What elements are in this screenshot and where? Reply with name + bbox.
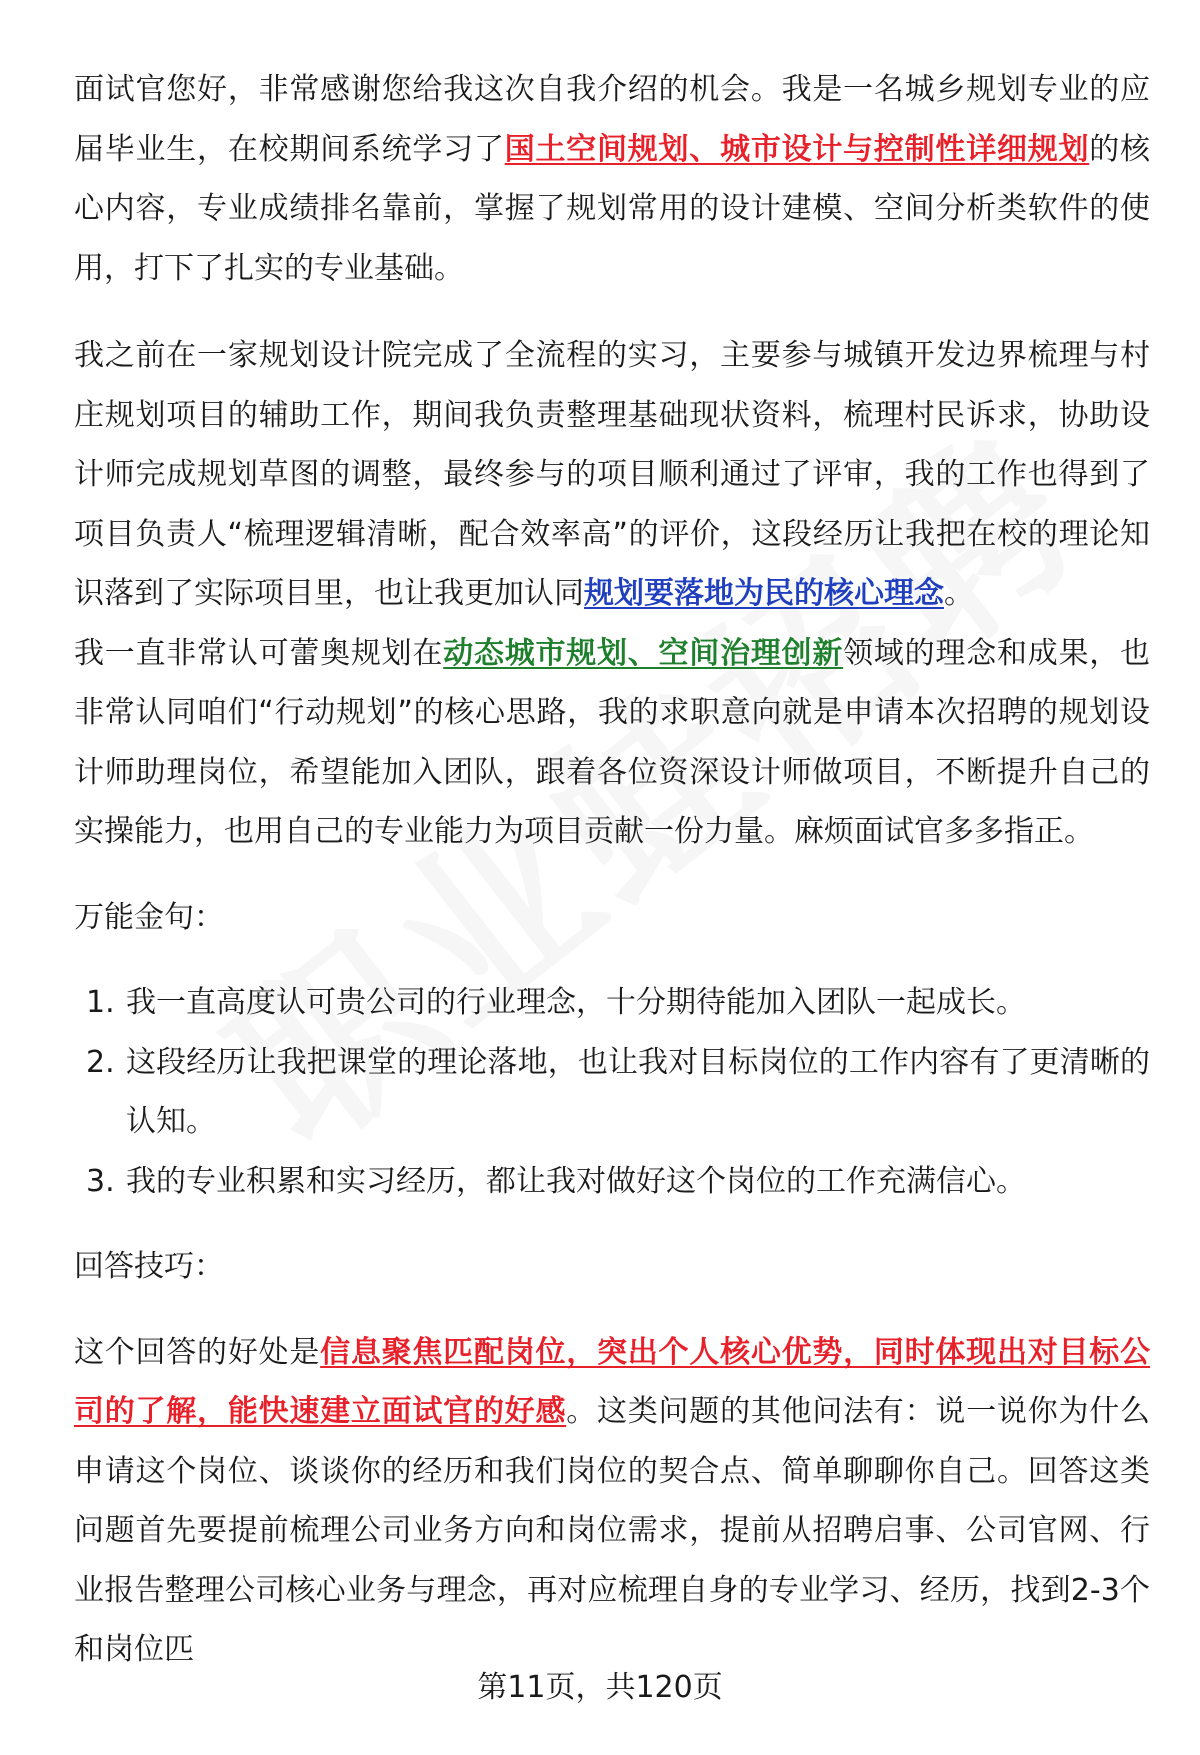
list-item bbox=[74, 973, 1150, 1033]
heading-golden-sentences: 万能金句： bbox=[74, 899, 224, 935]
text-run: 这个回答的好处是 bbox=[74, 1334, 321, 1370]
paragraph-motivation bbox=[74, 624, 1150, 862]
list-item bbox=[74, 1152, 1150, 1212]
highlight-courses: 国土空间规划、城市设计与控制性详细规划 bbox=[504, 131, 1090, 167]
text-run: 我之前在一家规划设计院完成了全流程的实习，主要参与城镇开发边界梳理与村庄规划项目的辅助工作，期间我负责整理基础现状资料，梳理村民诉求，协助设计师完成规划草图的调整，最终参与的项目顺利通过了评审，我的工作也得到了项目负责人“梳理逻辑清晰，配合效率高”的评价，这段经历让我把在校的理论知识落到了实际项目里，也让我更加认同 bbox=[74, 338, 1150, 611]
list-number: 1. bbox=[86, 985, 115, 1020]
highlight-company-field: 动态城市规划、空间治理创新 bbox=[443, 635, 844, 671]
paragraph-internship bbox=[74, 326, 1150, 624]
heading-answer-tips: 回答技巧： bbox=[74, 1249, 224, 1284]
list-number: 3. bbox=[86, 1163, 115, 1199]
document-body bbox=[74, 60, 1150, 1680]
list-number: 2. bbox=[86, 1044, 115, 1080]
text-run: 我一直非常认可蕾奥规划在 bbox=[74, 635, 444, 671]
highlight-benefits: 信息聚焦匹配岗位，突出个人核心优势，同时体现出对目标公司的了解，能快速建立面试官的好感 bbox=[74, 1334, 1151, 1429]
paragraph-intro bbox=[74, 60, 1150, 298]
page-number-footer: 第11页，共120页 bbox=[477, 1670, 723, 1705]
golden-sentence-list bbox=[74, 973, 1150, 1211]
list-text: 我的专业积累和实习经历，都让我对做好这个岗位的工作充满信心。 bbox=[126, 1163, 1026, 1199]
text-run: 。 bbox=[944, 576, 974, 611]
list-text: 这段经历让我把课堂的理论落地，也让我对目标岗位的工作内容有了更清晰的认知。 bbox=[126, 1044, 1150, 1139]
text-run: 。这类问题的其他问法有：说一说你为什么申请这个岗位、谈谈你的经历和我们岗位的契合点、简单聊聊你自己。回答这类问题首先要提前梳理公司业务方向和岗位需求，提前从招聘启事、公司官网、行业报告整理公司核心业务与理念，再对应梳理自身的专业学习、经历，找到2-3个和岗位匹 bbox=[74, 1394, 1151, 1667]
highlight-core-idea: 规划要落地为民的核心理念 bbox=[584, 576, 944, 611]
text-run: 面试官您好，非常感谢您给我这次自我介绍的机会。我是一名城乡规划专业的应届毕业生，在校期间系统学习了 bbox=[74, 72, 1150, 167]
text-run: 领域的理念和成果，也非常认同咱们“行动规划”的核心思路，我的求职意向就是申请本次招聘的规划设计师助理岗位，希望能加入团队，跟着各位资深设计师做项目，不断提升自己的实操能力，也用自己的专业能力为项目贡献一份力量。麻烦面试官多多指正。 bbox=[74, 635, 1151, 849]
list-text: 我一直高度认可贵公司的行业理念，十分期待能加入团队一起成长。 bbox=[126, 985, 1026, 1020]
paragraph-tips bbox=[74, 1323, 1150, 1680]
list-item bbox=[74, 1033, 1150, 1152]
text-run: 的核心内容，专业成绩排名靠前，掌握了规划常用的设计建模、空间分析类软件的使用，打下了扎实的专业基础。 bbox=[74, 131, 1151, 286]
